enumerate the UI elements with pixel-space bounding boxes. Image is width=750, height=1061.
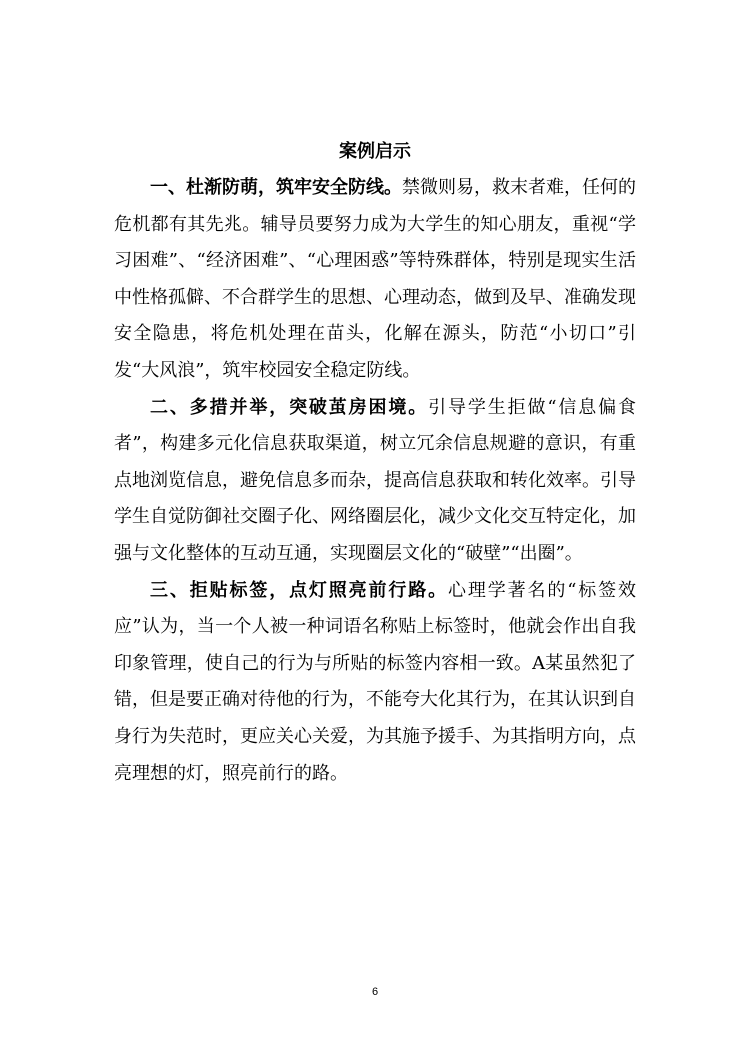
paragraph-body: 引导学生拒做“信息偏食者”，构建多元化信息获取渠道，树立冗余信息规避的意识，有重点地浏览信息，避免信息多而杂，提高信息获取和转化效率。引导学生自觉防御社交圈子化、网络圈层化，减少文化交互特定化，加强与文化整体的互动互通，实现圈层文化的“破壁”“出圈”。 <box>114 396 637 564</box>
paragraph-lead: 三、拒贴标签，点灯照亮前行路。 <box>150 579 448 601</box>
section-title: 案例启示 <box>339 141 411 162</box>
paragraph-info-cocoon <box>114 390 636 573</box>
paragraph-no-labels <box>114 573 636 793</box>
paragraph-prevention <box>114 170 636 390</box>
section-content <box>114 170 636 792</box>
page-number: 6 <box>371 986 379 998</box>
paragraph-body: 禁微则易，救末者难，任何的危机都有其先兆。辅导员要努力成为大学生的知心朋友，重视“学习困难”、“经济困难”、“心理困惑”等特殊群体，特别是现实生活中性格孤僻、不合群学生的思想、心理动态，做到及早、准确发现安全隐患，将危机处理在苗头，化解在源头，防范“小切口”引发“大风浪”，筑牢校园安全稳定防线。 <box>114 177 636 381</box>
paragraph-lead: 二、多措并举，突破茧房困境。 <box>150 396 429 418</box>
paragraph-lead: 一、杜渐防萌，筑牢安全防线。 <box>150 177 402 198</box>
paragraph-body: 心理学著名的“标签效应”认为，当一个人被一种词语名称贴上标签时，他就会作出自我印象管理，使自己的行为与所贴的标签内容相一致。A某虽然犯了错，但是要正确对待他的行为，不能夸大化其行为，在其认识到自身行为失范时，更应关心关爱，为其施予援手、为其指明方向，点亮理想的灯，照亮前行的路。 <box>114 579 637 784</box>
